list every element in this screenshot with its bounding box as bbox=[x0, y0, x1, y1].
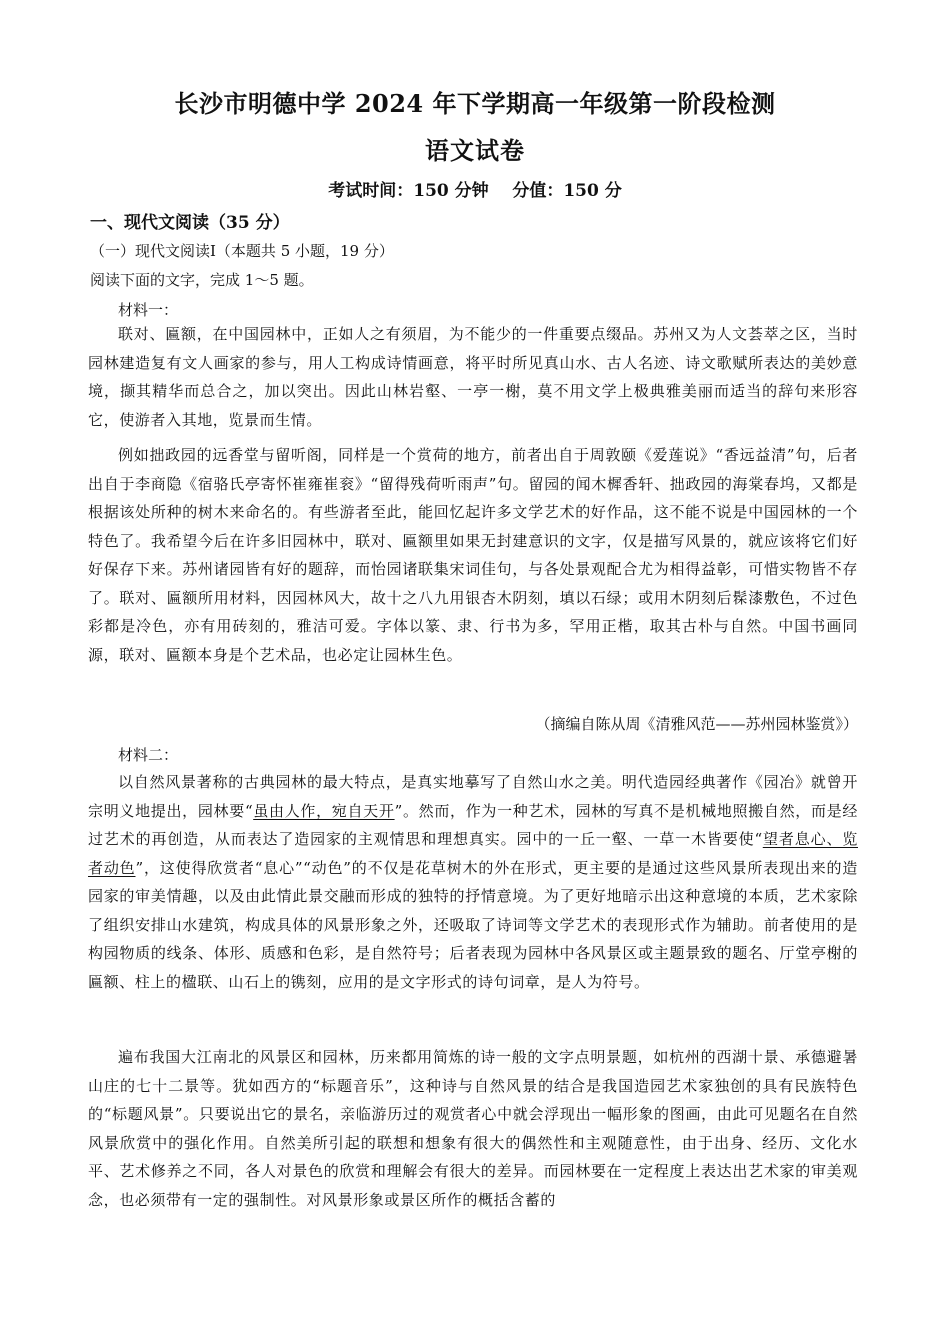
section-heading: 一、现代文阅读（35 分） bbox=[90, 213, 290, 233]
text-segment: ”。然而，作为一种艺术，园林的写真不是机械地照搬自然，而是经过艺术的再创造，从而表达了造园家的主观情思和理想真实。园中的一丘一壑、一草一木皆要使“ bbox=[88, 801, 858, 848]
material-one-paragraph-2: 例如拙政园的远香堂与留听阁，同样是一个赏荷的地方，前者出自于周敦颐《爱莲说》“香远益清”句，后者出自于李商隐《宿骆氏亭寄怀崔雍崔衮》“留得残荷听雨声”句。留园的闻木樨香轩、拙政园的海棠春坞，又都是根据该处所种的树木来命名的。有些游者至此，能回忆起许多文学艺术的好作品，这不能不说是中国园林的一个特色了。我希望今后在许多旧园林中，联对、匾额里如果无封建意识的文字，仅是描写风景的，就应该将它们好好保存下来。苏州诸园皆有好的题辞，而怡园诸联集宋词佳句，与各处景观配合尤为相得益彰，可惜实物皆不存了。联对、匾额所用材料，因园林风大，故十之八九用银杏木阴刻，填以石绿；或用木阴刻后髹漆敷色，不过色彩都是冷色，亦有用砖刻的，雅洁可爱。字体以篆、隶、行书为多，罕用正楷，取其古朴与自然。中国书画同源，联对、匾额本身是个艺术品，也必定让园林生色。 bbox=[88, 446, 858, 664]
exam-subject: 语文试卷 bbox=[425, 136, 525, 165]
material-two-paragraph-1 bbox=[88, 768, 858, 996]
material-two-label: 材料二： bbox=[118, 746, 179, 764]
underlined-quote: 望者息心、览者动色 bbox=[88, 830, 858, 877]
material-one-label: 材料一： bbox=[118, 301, 179, 319]
material-two-paragraph-2: 遍布我国大江南北的风景区和园林，历来都用简炼的诗一般的文字点明景题，如杭州的西湖十景、承德避暑山庄的七十二景等。犹如西方的“标题音乐”，这种诗与自然风景的结合是我国造园艺术家独创的具有民族特色的“标题风景”。只要说出它的景名，亲临游历过的观赏者心中就会浮现出一幅形象的图画，由此可见题名在自然风景欣赏中的强化作用。自然美所引起的联想和想象有很大的偶然性和主观随意性，由于出身、经历、文化水平、艺术修养之不同，各人对景色的欣赏和理解会有很大的差异。而园林要在一定程度上表达出艺术家的审美观念，也必须带有一定的强制性。对风景形象或景区所作的概括含蓄的 bbox=[88, 1048, 858, 1209]
material-one-source: （摘编自陈从周《清雅风范——苏州园林鉴赏》） bbox=[535, 715, 858, 733]
underlined-quote: 虽由人作，宛自天开 bbox=[253, 801, 395, 820]
text-segment: ”，这使得欣赏者“息心”“动色”的不仅是花草树木的外在形式，更主要的是通过这些风景所表现出来的造园家的审美情趣，以及由此情此景交融而形成的独特的抒情意境。为了更好地暗示出这种意境的本质，艺术家除了组织安排山水建筑，构成具体的风景形象之外，还吸取了诗词等文学艺术的表现形式作为辅助。前者使用的是构园物质的线条、体形、质感和色彩，是自然符号；后者表现为园林中各风景区或主题景致的题名、厅堂亭榭的匾额、柱上的楹联、山石上的镌刻，应用的是文字形式的诗句词章，是人为符号。 bbox=[88, 858, 858, 991]
exam-info: 考试时间：150 分钟 分值：150 分 bbox=[328, 181, 622, 201]
text-segment: 以自然风景著称的古典园林的最大特点，是真实地摹写了自然山水之美。明代造园经典著作《园冶》就曾开宗明义地提出，园林要“ bbox=[88, 773, 858, 820]
material-one-paragraph-1: 联对、匾额，在中国园林中，正如人之有须眉，为不能少的一件重要点缀品。苏州又为人文荟萃之区，当时园林建造复有文人画家的参与，用人工构成诗情画意，将平时所见真山水、古人名迹、诗文歌赋所表达的美妙意境，撷其精华而总合之，加以突出。因此山林岩壑、一亭一榭，莫不用文学上极典雅美丽而适当的辞句来形容它，使游者入其地，览景而生情。 bbox=[88, 325, 858, 429]
sub-section-heading: （一）现代文阅读Ⅰ（本题共 5 小题，19 分） bbox=[90, 242, 394, 260]
instruction: 阅读下面的文字，完成 1～5 题。 bbox=[90, 271, 314, 289]
exam-title: 长沙市明德中学 2024 年下学期高一年级第一阶段检测 bbox=[174, 89, 776, 118]
